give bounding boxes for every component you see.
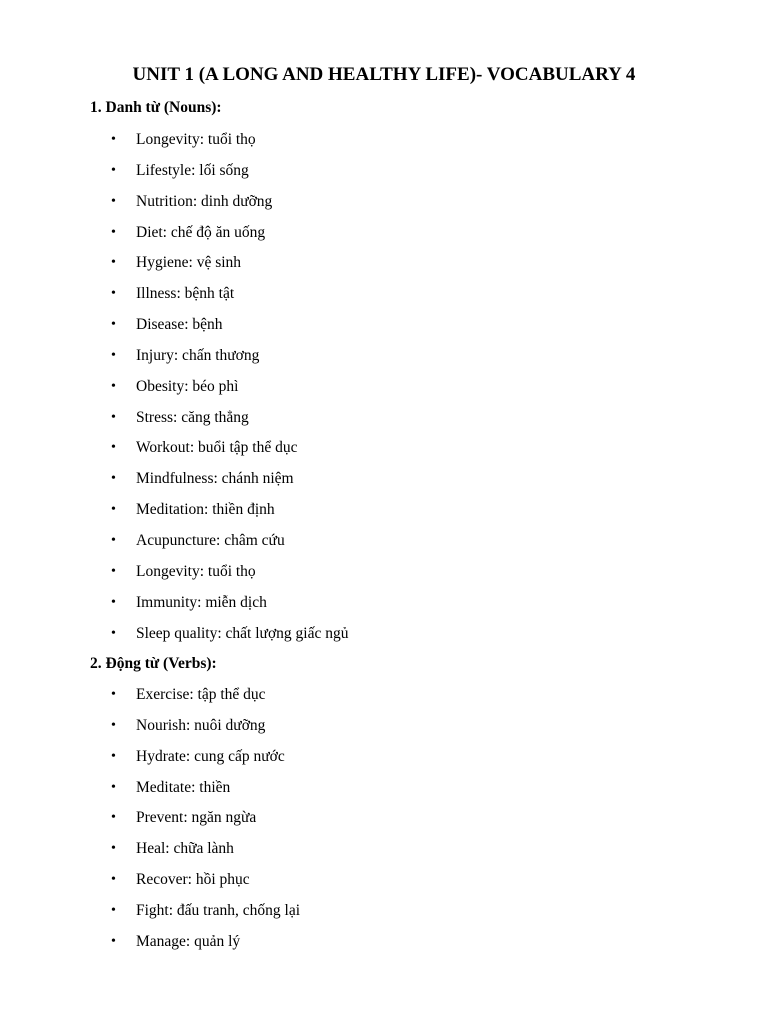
- section-heading-nouns: 1. Danh từ (Nouns):: [90, 99, 222, 116]
- vocab-entry: Recover: hồi phục: [136, 871, 250, 889]
- vocab-entry: Exercise: tập thể dục: [136, 686, 266, 703]
- bullet-icon: •: [111, 471, 116, 487]
- bullet-icon: •: [111, 625, 116, 641]
- bullet-icon: •: [111, 378, 116, 394]
- bullet-icon: •: [111, 779, 116, 795]
- vocab-entry: Meditation: thiền định: [136, 501, 275, 519]
- bullet-icon: •: [111, 224, 116, 240]
- vocab-entry: Injury: chấn thương: [136, 346, 260, 364]
- bullet-icon: •: [111, 132, 116, 147]
- vocab-entry: Hydrate: cung cấp nước: [136, 747, 285, 765]
- vocab-entry: Meditate: thiền: [136, 778, 231, 796]
- bullet-icon: •: [111, 317, 116, 333]
- section-heading-verbs: 2. Động từ (Verbs):: [90, 655, 217, 672]
- vocab-entry: Workout: buổi tập thể dục: [136, 439, 298, 457]
- vocab-entry: Sleep quality: chất lượng giấc ngủ: [136, 624, 349, 642]
- bullet-icon: •: [111, 810, 116, 826]
- vocab-entry: Nutrition: dinh dưỡng: [136, 192, 273, 210]
- vocab-entry: Disease: bệnh: [136, 316, 223, 334]
- bullet-icon: •: [111, 563, 116, 579]
- bullet-icon: •: [111, 255, 116, 271]
- bullet-icon: •: [111, 717, 116, 733]
- bullet-icon: •: [111, 532, 116, 548]
- bullet-icon: •: [111, 594, 116, 610]
- vocab-entry: Manage: quản lý: [136, 932, 241, 950]
- vocab-entry: Longevity: tuổi thọ: [136, 562, 256, 580]
- vocab-entry: Lifestyle: lối sống: [136, 161, 249, 179]
- vocab-entry: Prevent: ngăn ngừa: [136, 809, 257, 827]
- bullet-icon: •: [111, 933, 116, 949]
- vocab-entry: Nourish: nuôi dưỡng: [136, 716, 266, 734]
- vocab-entry: Heal: chữa lành: [136, 840, 234, 858]
- vocab-entry: Obesity: béo phì: [136, 377, 239, 395]
- vocab-entry: Stress: căng thẳng: [136, 408, 249, 426]
- vocab-entry: Acupuncture: châm cứu: [136, 531, 285, 549]
- vocab-entry: Diet: chế độ ăn uống: [136, 223, 266, 241]
- vocab-entry: Illness: bệnh tật: [136, 285, 235, 303]
- bullet-icon: •: [111, 902, 116, 918]
- vocab-entry: Mindfulness: chánh niệm: [136, 470, 294, 488]
- bullet-icon: •: [111, 193, 116, 209]
- vocab-entry: Immunity: miễn dịch: [136, 593, 267, 611]
- document-title: UNIT 1 (A LONG AND HEALTHY LIFE)- VOCABULARY 4: [132, 64, 636, 85]
- bullet-icon: •: [111, 841, 116, 857]
- bullet-icon: •: [111, 286, 116, 302]
- bullet-icon: •: [111, 502, 116, 518]
- bullet-icon: •: [111, 872, 116, 888]
- bullet-icon: •: [111, 687, 116, 702]
- vocab-entry: Hygiene: vệ sinh: [136, 254, 242, 272]
- bullet-icon: •: [111, 440, 116, 456]
- bullet-icon: •: [111, 748, 116, 764]
- vocab-entry: Longevity: tuổi thọ: [136, 131, 256, 148]
- bullet-icon: •: [111, 162, 116, 178]
- vocab-entry: Fight: đấu tranh, chống lại: [136, 901, 301, 919]
- bullet-icon: •: [111, 347, 116, 363]
- bullet-icon: •: [111, 409, 116, 425]
